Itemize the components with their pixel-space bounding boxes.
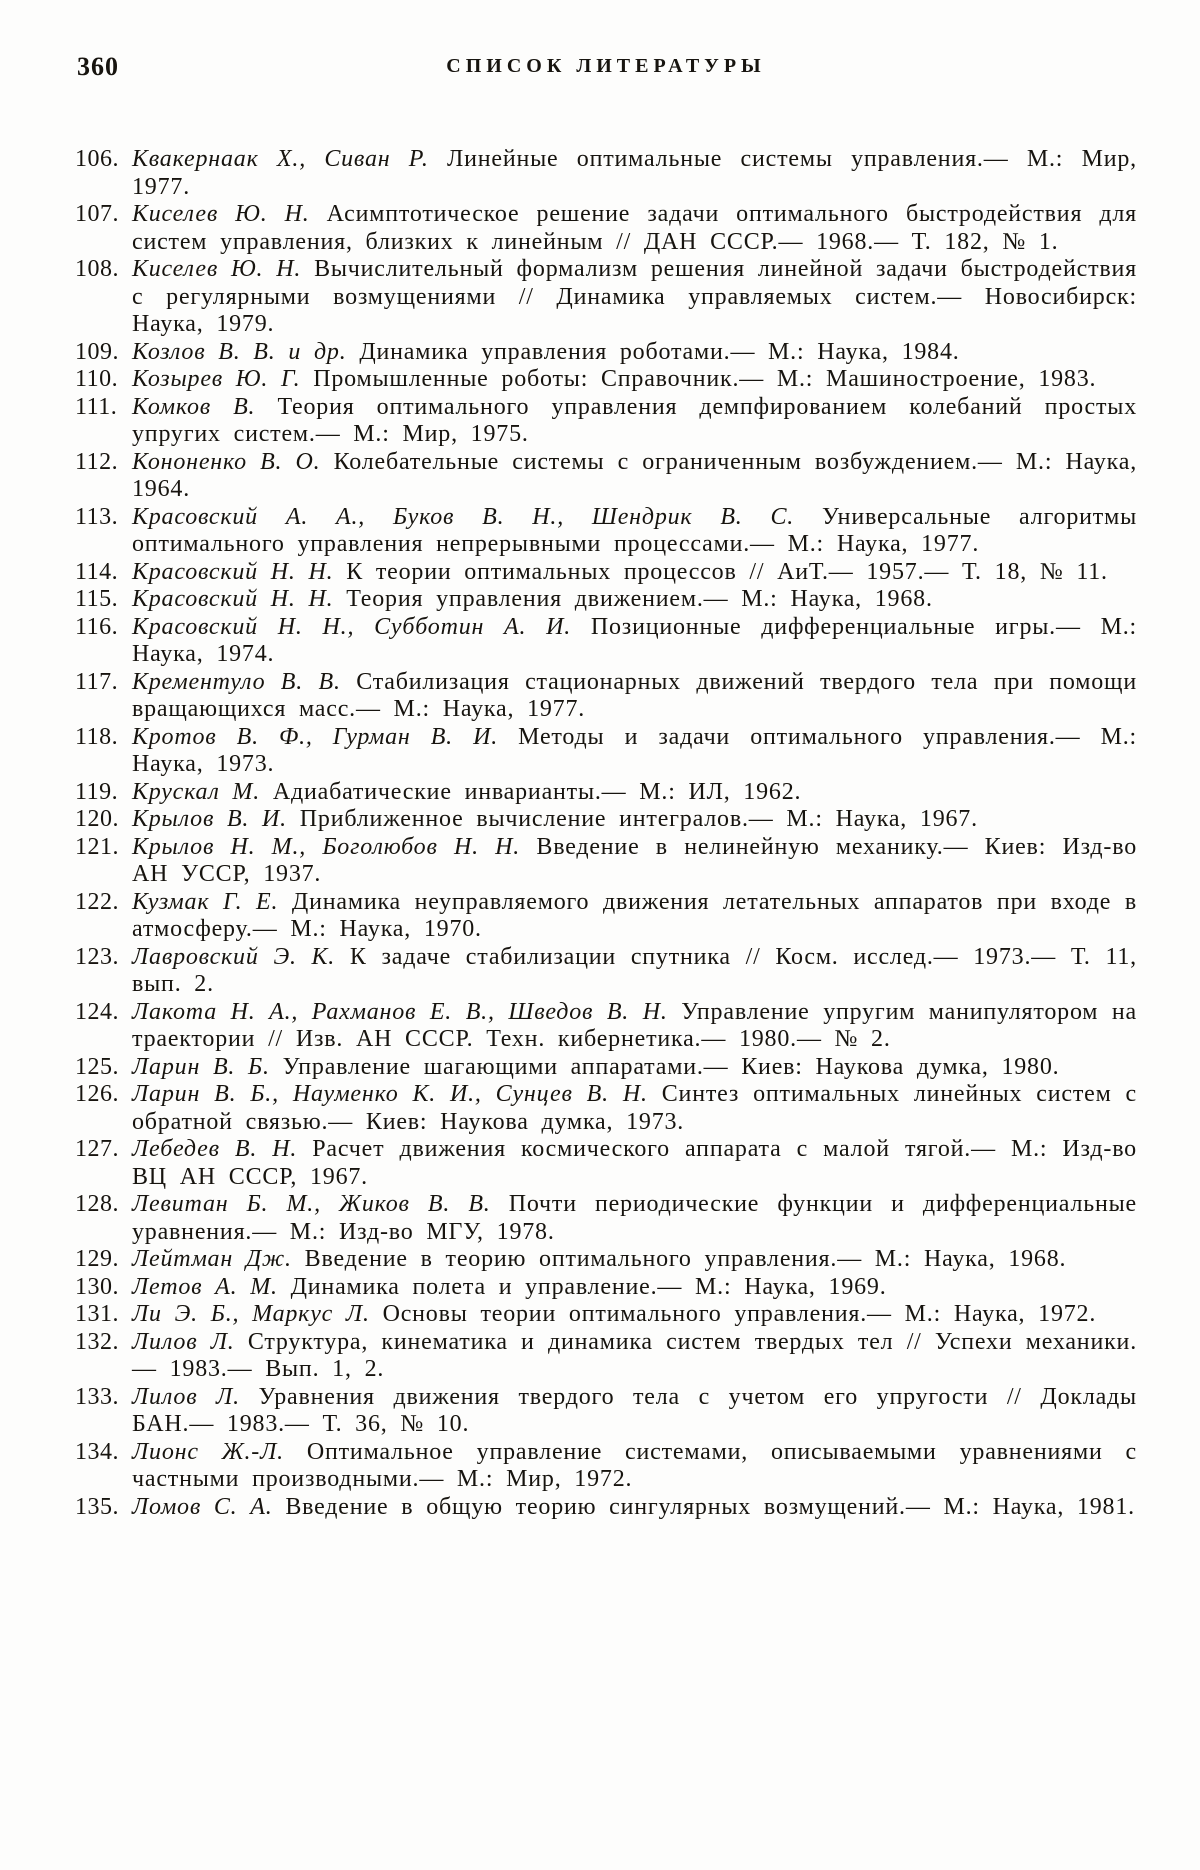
reference-authors: Ларин В. Б., Науменко К. И., Сунцев В. Н. [132,1081,648,1107]
reference-entry [75,504,1137,559]
reference-authors: Лилов Л. [132,1383,240,1410]
reference-number: 125. [75,1053,119,1080]
reference-authors: Киселев Ю. Н. [132,256,302,282]
reference-entry [75,366,1137,394]
reference-number: 109. [75,338,119,365]
reference-authors: Красовский Н. Н. [132,558,334,585]
reference-text: Асимптотическое решение задачи оптимального быстродействия для систем управления, близких к линейным // ДАН СССР.— 1968.— Т. 182, № 1. [132,201,1137,255]
reference-authors: Красовский Н. Н. [132,586,334,612]
reference-authors: Лебедев В. Н. [132,1136,298,1162]
reference-text: Линейные оптимальные системы управления.— М.: Мир, 1977. [132,146,1137,200]
reference-text: Расчет движения космического аппарата с малой тягой.— М.: Изд-во ВЦ АН СССР, 1967. [132,1136,1137,1190]
reference-text: Теория управления движением.— М.: Наука, 1968. [346,586,933,612]
reference-text: Оптимальное управление системами, описываемыми уравнениями с частными производными.— М.: Мир, 1972. [132,1438,1137,1492]
reference-entry [75,1439,1137,1494]
reference-text: Введение в теорию оптимального управления.— М.: Наука, 1968. [304,1246,1067,1272]
reference-authors: Ларин В. Б. [132,1053,270,1080]
reference-text: Введение в общую теорию сингулярных возмущений.— М.: Наука, 1981. [285,1493,1135,1520]
reference-text: Колебательные системы с ограниченным возбуждением.— М.: Наука, 1964. [132,448,1137,502]
reference-list [75,146,1137,1521]
reference-text: Промышленные роботы: Справочник.— М.: Машиностроение, 1983. [313,366,1097,392]
reference-text: Динамика управления роботами.— М.: Наука, 1984. [359,338,960,365]
reference-number: 117. [75,668,119,695]
reference-authors: Крускал М. [132,778,261,805]
reference-text: Динамика полета и управление.— М.: Наука, 1969. [290,1273,887,1300]
reference-number: 135. [75,1493,119,1520]
reference-number: 119. [75,778,119,805]
reference-authors: Красовский А. А., Буков В. Н., Шендрик В. С. [132,503,795,530]
reference-entry [75,669,1137,724]
reference-text: Теория оптимального управления демпфированием колебаний простых упругих систем.— М.: Мир, 1975. [132,393,1137,447]
reference-authors: Левитан Б. М., Жиков В. В. [132,1191,491,1217]
reference-authors: Крылов В. И. [132,806,287,832]
reference-number: 121. [75,833,119,860]
reference-entry [75,339,1137,367]
reference-number: 126. [75,1081,119,1107]
reference-number: 118. [75,723,119,750]
reference-authors: Киселев Ю. Н. [132,201,310,227]
reference-number: 132. [75,1328,119,1355]
reference-authors: Лейтман Дж. [132,1246,292,1272]
reference-number: 107. [75,201,119,227]
reference-text: Методы и задачи оптимального управления.— М.: Наука, 1973. [132,723,1137,777]
reference-number: 114. [75,558,119,585]
reference-entry [75,1329,1137,1384]
reference-entry [75,834,1137,889]
reference-number: 123. [75,943,119,970]
reference-text: Почти периодические функции и дифференциальные уравнения.— М.: Изд-во МГУ, 1978. [132,1191,1137,1245]
reference-entry [75,999,1137,1054]
reference-number: 131. [75,1301,119,1327]
reference-authors: Красовский Н. Н., Субботин А. И. [132,613,572,640]
reference-entry [75,201,1137,256]
reference-number: 106. [75,146,119,172]
reference-entry [75,1054,1137,1082]
reference-entry [75,586,1137,614]
reference-authors: Кононенко В. О. [132,448,321,475]
reference-authors: Козлов В. В. и др. [132,338,347,365]
reference-number: 111. [75,393,118,420]
reference-authors: Козырев Ю. Г. [132,366,301,392]
reference-number: 128. [75,1191,119,1217]
reference-number: 116. [75,613,119,640]
reference-entry [75,146,1137,201]
reference-number: 113. [75,503,119,530]
running-title: СПИСОК ЛИТЕРАТУРЫ [446,55,766,77]
reference-text: Вычислительный формализм решения линейной задачи быстродействия с регулярными возмущениями // Динамика управляемых систем.— Новосибирск: Наука, 1979. [132,256,1137,337]
reference-authors: Комков В. [132,393,256,420]
reference-number: 124. [75,998,119,1025]
reference-authors: Лионс Ж.-Л. [132,1438,284,1465]
reference-number: 115. [75,586,119,612]
reference-entry [75,1191,1137,1246]
reference-entry [75,614,1137,669]
reference-text: Стабилизация стационарных движений твердого тела при помощи вращающихся масс.— М.: Наука, 1977. [132,668,1137,722]
reference-entry [75,256,1137,339]
reference-authors: Крылов Н. М., Боголюбов Н. Н. [132,833,521,860]
reference-number: 110. [75,366,119,392]
reference-entry [75,779,1137,807]
reference-number: 127. [75,1136,119,1162]
reference-text: Основы теории оптимального управления.— М.: Наука, 1972. [382,1301,1097,1327]
reference-authors: Летов А. М. [132,1273,278,1300]
reference-entry [75,724,1137,779]
page-content [75,50,1137,1521]
reference-number: 122. [75,888,119,915]
reference-text: Приближенное вычисление интегралов.— М.: Наука, 1967. [299,806,978,832]
reference-entry [75,394,1137,449]
page-number: 360 [77,52,119,81]
reference-authors: Лавровский Э. К. [132,943,336,970]
reference-authors: Ли Э. Б., Маркус Л. [132,1301,370,1327]
reference-text: Управление шагающими аппаратами.— Киев: Наукова думка, 1980. [282,1053,1060,1080]
reference-entry [75,559,1137,587]
reference-number: 112. [75,448,119,475]
reference-entry [75,449,1137,504]
reference-text: Адиабатические инварианты.— М.: ИЛ, 1962. [272,778,802,805]
reference-text: К теории оптимальных процессов // АиТ.— 1957.— Т. 18, № 11. [346,558,1108,585]
reference-entry [75,1384,1137,1439]
reference-text: Структура, кинематика и динамика систем твердых тел // Успехи механики.— 1983.— Вып. 1, 2. [132,1328,1138,1382]
reference-entry [75,1246,1137,1274]
reference-number: 108. [75,256,119,282]
reference-entry [75,1494,1137,1522]
reference-entry [75,944,1137,999]
reference-number: 130. [75,1273,119,1300]
reference-authors: Кузмак Г. Е. [132,888,279,915]
reference-text: Универсальные алгоритмы оптимального управления непрерывными процессами.— М.: Наука, 1977. [132,503,1137,557]
reference-authors: Кротов В. Ф., Гурман В. И. [132,723,499,750]
reference-number: 133. [75,1383,119,1410]
reference-number: 134. [75,1438,119,1465]
reference-text: К задаче стабилизации спутника // Косм. исслед.— 1973.— Т. 11, вып. 2. [132,943,1137,997]
reference-authors: Квакернаак Х., Сиван Р. [132,146,429,172]
reference-entry [75,1081,1137,1136]
reference-authors: Лилов Л. [132,1328,235,1355]
reference-number: 120. [75,806,119,832]
reference-text: Позиционные дифференциальные игры.— М.: Наука, 1974. [132,613,1137,667]
reference-authors: Лакота Н. А., Рахманов Е. В., Шведов В. Н. [132,998,668,1025]
reference-text: Введение в нелинейную механику.— Киев: Изд-во АН УССР, 1937. [132,833,1137,887]
reference-authors: Ломов С. А. [132,1493,273,1520]
page-header [75,50,1137,86]
reference-text: Динамика неуправляемого движения летательных аппаратов при входе в атмосферу.— М.: Наука, 1970. [132,888,1137,942]
reference-entry [75,889,1137,944]
reference-text: Управление упругим манипулятором на траектории // Изв. АН СССР. Техн. кибернетика.— 1980.— № 2. [132,998,1137,1052]
reference-text: Уравнения движения твердого тела с учетом его упругости // Доклады БАН.— 1983.— Т. 36, № 10. [132,1383,1137,1437]
reference-entry [75,1301,1137,1329]
reference-text: Синтез оптимальных линейных систем с обратной связью.— Киев: Наукова думка, 1973. [132,1081,1137,1135]
reference-entry [75,1274,1137,1302]
reference-entry [75,1136,1137,1191]
reference-authors: Крементуло В. В. [132,668,341,695]
reference-entry [75,806,1137,834]
reference-number: 129. [75,1246,119,1272]
